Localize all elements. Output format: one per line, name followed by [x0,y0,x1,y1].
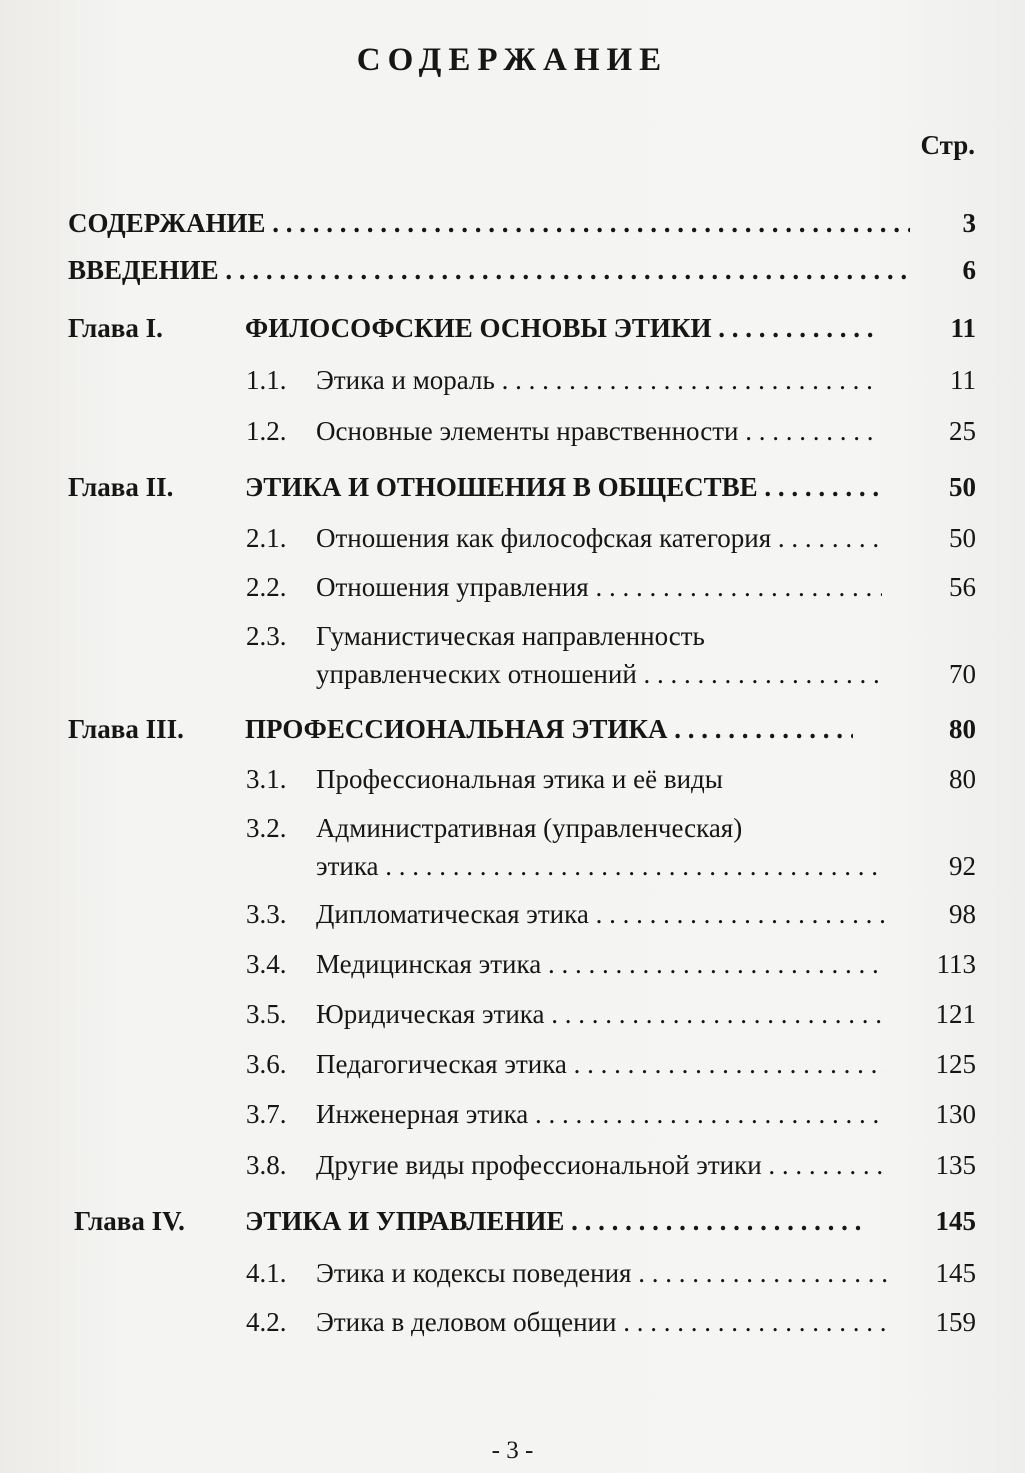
chapter-page: 50 [949,472,976,502]
section-page: 98 [949,899,976,929]
chapter-title: ЭТИКА И ОТНОШЕНИЯ В ОБЩЕСТВЕ . . . [245,472,881,503]
toc-section-3-6[interactable] [68,1049,976,1085]
toc-section-4-1[interactable] [68,1258,976,1294]
section-number: 2.3. [246,621,287,651]
section-title: Инженерная этика . . . [316,1099,886,1130]
toc-section-3-5[interactable] [68,999,976,1035]
toc-chapter-2[interactable] [68,472,976,508]
section-title: Основные элементы нравственности . . . [316,416,876,447]
section-number: 3.2. [246,813,287,843]
section-page: 113 [936,949,976,979]
section-number: 3.4. [246,949,287,979]
section-title: Другие виды профессиональной этики . . . [316,1150,886,1181]
page-number-footer: - 3 - [491,1437,534,1464]
section-page: 135 [935,1150,976,1180]
section-title-line1: Административная (управленческая) [316,813,743,843]
section-title: Этика в деловом общении . . . [316,1307,888,1338]
section-number: 3.7. [246,1099,287,1129]
section-number: 4.1. [246,1258,287,1288]
chapter-page: 11 [950,313,976,343]
section-number: 2.1. [246,523,287,553]
section-title: Этика и мораль . . . [316,365,876,396]
section-title: Педагогическая этика . . . [316,1049,886,1080]
chapter-label: Глава IV. [74,1206,185,1236]
section-page: 50 [949,523,976,553]
toc-chapter-3[interactable] [68,714,976,750]
toc-section-4-2[interactable] [68,1307,976,1343]
chapter-label: Глава I. [68,313,163,343]
section-number: 3.8. [246,1150,287,1180]
section-number: 1.1. [246,365,287,395]
chapter-title: ФИЛОСОФСКИЕ ОСНОВЫ ЭТИКИ . . . [245,313,873,344]
toc-entry-introduction[interactable] [68,255,976,291]
section-number: 3.3. [246,899,287,929]
section-page: 56 [949,572,976,602]
toc-entry-title: СОДЕРЖАНИЕ . . . [68,208,910,239]
page-title: СОДЕРЖАНИЕ [356,42,669,78]
toc-entry-title: ВВЕДЕНИЕ . . . [68,255,910,286]
section-page: 125 [935,1049,976,1079]
toc-section-1-1[interactable] [68,365,976,401]
section-title-line2: этика . . . [316,851,886,882]
section-page: 145 [935,1258,976,1288]
chapter-label: Глава III. [68,714,184,744]
section-title: Дипломатическая этика . . . [316,899,886,930]
toc-section-3-8[interactable] [68,1150,976,1186]
chapter-title: ЭТИКА И УПРАВЛЕНИЕ . . . [245,1206,863,1237]
section-page: 25 [949,416,976,446]
section-number: 3.6. [246,1049,287,1079]
toc-entry-page: 3 [962,208,976,238]
section-page: 159 [935,1307,976,1337]
section-page: 130 [935,1099,976,1129]
toc-section-2-1[interactable] [68,523,976,559]
toc-entry-page: 6 [962,255,976,285]
chapter-page: 80 [949,714,976,744]
section-page: 11 [950,365,976,395]
chapter-title: ПРОФЕССИОНАЛЬНАЯ ЭТИКА . . . [245,714,853,745]
section-page: 121 [935,999,976,1029]
section-title-line1: Гуманистическая направленность [316,621,705,651]
chapter-page: 145 [935,1206,976,1236]
section-title: Отношения как философская категория . . . [316,523,882,554]
toc-entry-contents[interactable] [68,208,976,244]
section-title: Юридическая этика . . . [316,999,886,1030]
toc-section-3-4[interactable] [68,949,976,985]
toc-chapter-4[interactable] [68,1206,976,1242]
section-title: Этика и кодексы поведения . . . [316,1258,888,1289]
section-number: 2.2. [246,572,287,602]
toc-section-1-2[interactable] [68,416,976,452]
section-title: Медицинская этика . . . [316,949,886,980]
section-page: 70 [949,659,976,689]
chapter-label: Глава II. [68,472,174,502]
toc-section-3-2[interactable] [68,813,976,889]
section-title: Отношения управления . . . [316,572,882,603]
section-number: 3.1. [246,764,287,794]
toc-section-3-7[interactable] [68,1099,976,1135]
section-page: 92 [949,851,976,881]
toc-section-2-2[interactable] [68,572,976,608]
section-number: 1.2. [246,416,287,446]
section-title: Профессиональная этика и её виды [316,764,723,794]
toc-section-3-1[interactable] [68,764,976,800]
section-page: 80 [949,764,976,794]
section-title-line2: управленческих отношений . . . [316,659,882,690]
toc-chapter-1[interactable] [68,313,976,349]
section-number: 3.5. [246,999,287,1029]
toc-section-3-3[interactable] [68,899,976,935]
section-number: 4.2. [246,1307,287,1337]
toc-section-2-3[interactable] [68,621,976,697]
page-column-label: Стр. [920,130,975,160]
